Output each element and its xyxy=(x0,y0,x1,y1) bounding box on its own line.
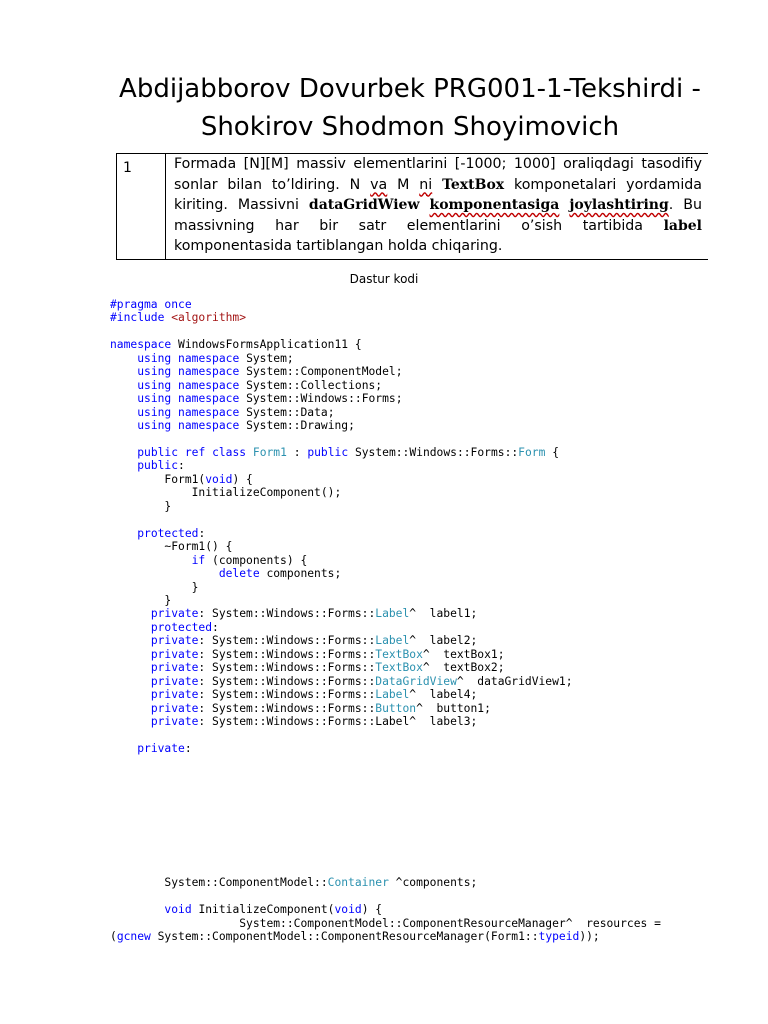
document-title xyxy=(100,70,720,146)
code-text: ^ label2; xyxy=(409,634,478,648)
code-kw: void xyxy=(164,903,192,917)
code-kw: namespace xyxy=(178,378,240,392)
code-text: } xyxy=(191,580,199,594)
code-text: ^components; xyxy=(388,876,478,890)
code-text: ^ button1; xyxy=(416,701,491,715)
task-text-3: M xyxy=(387,176,420,193)
code-kw: namespace xyxy=(178,419,240,433)
task-text-9 xyxy=(420,197,430,213)
code-pragma: #pragma once xyxy=(110,298,192,311)
code-type: TextBox xyxy=(375,647,423,661)
code-text: System::Windows::Forms:: xyxy=(212,688,376,702)
code-kw: private xyxy=(150,661,199,675)
code-kw: delete xyxy=(218,567,260,581)
code-type: TextBox xyxy=(375,661,423,675)
section-label: Dastur kodi xyxy=(349,272,419,286)
code-type: Label xyxy=(375,688,410,702)
code-text: System::ComponentModel::ComponentResourceManager(Form1:: xyxy=(150,930,539,944)
code-using-target: System::Windows::Forms; xyxy=(246,392,403,406)
code-type: Label xyxy=(375,607,410,621)
code-kw: private xyxy=(150,715,199,729)
code-kw: public xyxy=(137,459,179,473)
code-using-target: System::Drawing; xyxy=(246,419,355,433)
code-type: Label xyxy=(375,634,410,648)
code-text: System::ComponentModel:: xyxy=(164,876,328,890)
code-listing: #pragma once #include <algorithm> namespace WindowsFormsApplication11 { using namespace System; using namespace System::ComponentModel; using namespace System::Collections; using namespace System::Windows::Forms; using namespace System::Data; using namespace System::Drawing; public ref class Form1 : public System::Windows::Forms::Form { public: Form1(void) { InitializeComponent(); } protected: ~Form1() { if (components) { delete components; } } private: System::Windows::Forms::Label^ label1; protected: private: System::Windows::Forms::Label^ label2; private: System::Windows::Forms::TextBox^ textBox1; private: System::Windows::Forms::TextBox^ textBox2; private: System::Windows::Forms::DataGridView^ dataGridView1; private: System::Windows::Forms::Label^ label4; private: System::Windows::Forms::Button^ button1; private: System::Windows::Forms::Label^ label3; private: System::ComponentModel::Container ^components; void InitializeComponent(void) { System::ComponentModel::ComponentResourceManager^ resources = (gcnew System::ComponentModel::ComponentResourceManager(Form1::typeid)); xyxy=(110,298,661,944)
code-using-target: System::Data; xyxy=(246,405,335,419)
code-text: } xyxy=(164,593,172,607)
code-using-target: System; xyxy=(246,351,294,365)
code-kw: gcnew xyxy=(116,930,151,944)
code-kw: private xyxy=(150,607,199,621)
code-kw: typeid xyxy=(538,930,580,944)
code-text: ^ dataGridView1; xyxy=(456,674,573,688)
task-text-11 xyxy=(559,197,569,213)
code-text: Form1( xyxy=(164,472,206,486)
code-kw: private xyxy=(150,701,199,715)
code-kw: public xyxy=(307,445,349,459)
code-kw: private xyxy=(150,674,199,688)
code-text: components; xyxy=(259,567,342,581)
code-text: System::Windows::Forms:: xyxy=(212,661,376,675)
code-text: : xyxy=(286,445,308,459)
code-text: ^ label1; xyxy=(409,607,478,621)
task-text-datagridwiew: dataGridWiew xyxy=(308,197,420,214)
code-text: System::Windows::Forms:: xyxy=(212,715,376,729)
code-text: Label xyxy=(375,715,410,729)
code-kw: protected xyxy=(150,620,213,634)
code-kw: private xyxy=(150,688,199,702)
task-text-15: komponentasida tartiblangan holda chiqaring. xyxy=(174,238,503,255)
code-kw: private xyxy=(150,634,199,648)
code-kw: namespace xyxy=(178,365,240,379)
code-kw: ref xyxy=(184,445,206,459)
code-kw: class xyxy=(212,445,247,459)
code-text: InitializeComponent(); xyxy=(191,486,342,500)
task-text-joylashtiring: joylashtiring xyxy=(569,197,669,214)
code-kw: private xyxy=(150,647,199,661)
task-text-label: label xyxy=(663,217,702,234)
code-text: ^ label3; xyxy=(409,715,478,729)
task-row xyxy=(117,154,709,260)
code-kw: private xyxy=(137,741,185,755)
task-description xyxy=(166,154,709,260)
code-kw: using xyxy=(137,378,172,392)
code-text: System::Windows::Forms:: xyxy=(212,674,376,688)
code-kw: using xyxy=(137,405,172,419)
code-kw: void xyxy=(334,903,362,917)
task-text-13: . Bu massivning har bir satr elementlarini o’sish tartibida xyxy=(174,197,703,234)
code-text: )); xyxy=(579,930,600,944)
task-text-5 xyxy=(432,177,442,193)
code-namespace-kw: namespace xyxy=(110,338,172,352)
code-namespace-name: WindowsFormsApplication11 { xyxy=(171,338,362,352)
code-kw: namespace xyxy=(178,351,240,365)
task-text-komponentasiga: komponentasiga xyxy=(429,197,560,214)
title-line-1: Abdijabborov Dovurbek PRG001-1-Tekshirdi - xyxy=(119,74,701,104)
code-kw: void xyxy=(205,472,233,486)
code-kw: public xyxy=(137,445,179,459)
code-type: Form xyxy=(518,445,546,459)
task-number: 1 xyxy=(117,154,166,260)
code-text: System::Windows::Forms:: xyxy=(212,701,376,715)
code-kw: using xyxy=(137,365,172,379)
task-text-textbox: TextBox xyxy=(442,176,505,193)
code-type: Button xyxy=(375,701,417,715)
code-kw: using xyxy=(137,392,172,406)
title-line-2: Shokirov Shodmon Shoyimovich xyxy=(200,112,620,142)
code-using-target: System::Collections; xyxy=(246,378,383,392)
code-type: DataGridView xyxy=(375,674,457,688)
code-text: ^ textBox1; xyxy=(422,647,505,661)
code-text: ) { xyxy=(232,472,253,486)
code-kw: if xyxy=(191,553,206,567)
code-text: System::Windows::Forms:: xyxy=(212,634,376,648)
task-text-ni: ni xyxy=(419,176,433,193)
code-text: { xyxy=(545,445,559,459)
code-text: ) { xyxy=(361,903,383,917)
code-text: ^ textBox2; xyxy=(422,661,505,675)
code-type: Container xyxy=(327,876,389,890)
code-text: ^ label4; xyxy=(409,688,478,702)
task-text-va: va xyxy=(370,176,388,193)
code-text: } xyxy=(164,499,172,513)
code-text: System::Windows::Forms:: xyxy=(212,607,376,621)
code-kw: using xyxy=(137,419,172,433)
code-text: (components) { xyxy=(205,553,308,567)
task-text-7: komponetalari yordamida kiriting. Massivni xyxy=(174,176,703,214)
code-text: System::Windows::Forms:: xyxy=(354,445,519,459)
code-include: #include xyxy=(110,311,172,325)
code-text: InitializeComponent( xyxy=(191,903,335,917)
code-kw: using xyxy=(137,351,172,365)
task-table xyxy=(116,153,708,260)
task-text-1: Formada [N][M] massiv elementlarini [-1000; 1000] oraliqdagi tasodifiy sonlar bilan to’ldiring. N xyxy=(174,156,702,193)
code-text: System::Windows::Forms:: xyxy=(212,647,376,661)
code-using-target: System::ComponentModel; xyxy=(246,365,403,379)
code-text: ~Form1() { xyxy=(164,540,233,554)
code-type: Form1 xyxy=(252,445,287,459)
code-kw: namespace xyxy=(178,405,240,419)
code-kw: protected xyxy=(137,526,199,540)
code-text: System::ComponentModel::ComponentResourceManager^ resources = xyxy=(239,916,661,930)
code-kw: namespace xyxy=(178,392,240,406)
code-include-header: <algorithm> xyxy=(171,311,247,325)
